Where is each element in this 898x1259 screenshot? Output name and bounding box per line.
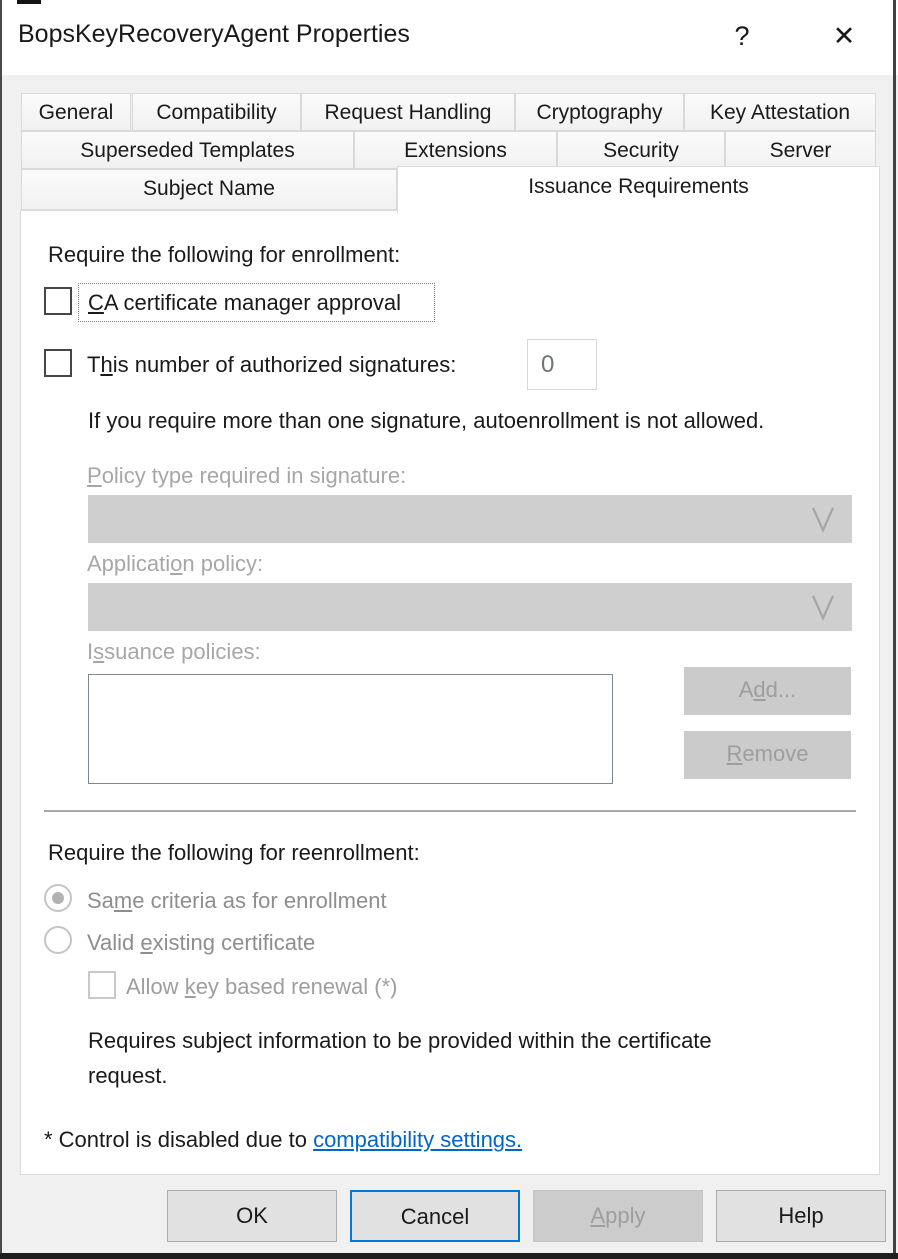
ca-manager-approval-label[interactable]: CA certificate manager approval [78,283,435,322]
allow-key-renewal-checkbox [88,971,116,999]
section-divider [44,810,856,812]
radio-selected-dot [52,892,64,904]
add-button: Add... [684,667,851,715]
ca-manager-approval-checkbox[interactable] [44,287,72,315]
tab-extensions[interactable]: Extensions [354,131,557,169]
signature-note: If you require more than one signature, autoenrollment is not allowed. [88,408,765,433]
titlebar [0,0,898,75]
authorized-signatures-checkbox[interactable] [44,349,72,377]
chevron-down-icon [808,504,838,534]
close-icon: ✕ [832,21,856,51]
footnote [44,1127,522,1153]
tab-issuance-requirements[interactable]: Issuance Requirements [397,166,880,213]
help-bottom-button[interactable]: Help [716,1190,886,1242]
same-criteria-radio [44,884,72,912]
window-left-border [0,0,2,1259]
chevron-down-icon [808,592,838,622]
tab-cryptography[interactable]: Cryptography [515,93,684,131]
tab-security[interactable]: Security [557,131,725,169]
window-bottom-border [0,1253,898,1259]
tab-key-attestation[interactable]: Key Attestation [684,93,876,131]
subject-information-note: Requires subject information to be provided within the certificate request. [88,1028,712,1088]
compatibility-settings-link[interactable]: compatibility settings. [313,1127,523,1152]
issuance-policies-label: Issuance policies: [87,639,261,664]
tab-general[interactable]: General [21,93,131,131]
tab-superseded-templates[interactable]: Superseded Templates [21,131,354,169]
background-window-fragment [17,0,41,4]
footnote-prefix: * Control is disabled due to [44,1127,314,1152]
policy-type-label: Policy type required in signature: [87,463,407,488]
allow-key-renewal-label: Allow key based renewal (*) [126,974,398,999]
tab-request-handling[interactable]: Request Handling [301,93,515,131]
help-button[interactable] [718,12,766,60]
signatures-count-input: 0 [527,339,597,390]
close-button[interactable] [820,12,868,60]
tab-server[interactable]: Server [725,131,876,169]
valid-existing-label: Valid existing certificate [87,930,316,955]
tab-compatibility[interactable]: Compatibility [132,93,301,131]
application-policy-label: Application policy: [87,551,264,576]
remove-button: Remove [684,731,851,779]
help-icon: ? [734,21,750,51]
authorized-signatures-label[interactable]: This number of authorized signatures: [87,352,457,377]
enrollment-section-header: Require the following for enrollment: [48,242,401,267]
policy-type-combobox [88,495,852,543]
cancel-button[interactable]: Cancel [350,1190,520,1242]
window-title: BopsKeyRecoveryAgent Properties [18,20,410,48]
reenrollment-section-header: Require the following for reenrollment: [48,840,420,865]
window-right-border [893,0,896,1259]
ok-button[interactable]: OK [167,1190,337,1242]
application-policy-combobox [88,583,852,631]
valid-existing-radio [44,926,72,954]
apply-button: Apply [533,1190,703,1242]
issuance-policies-listbox [88,674,613,784]
tab-subject-name[interactable]: Subject Name [21,169,397,210]
same-criteria-label: Same criteria as for enrollment [87,888,387,913]
